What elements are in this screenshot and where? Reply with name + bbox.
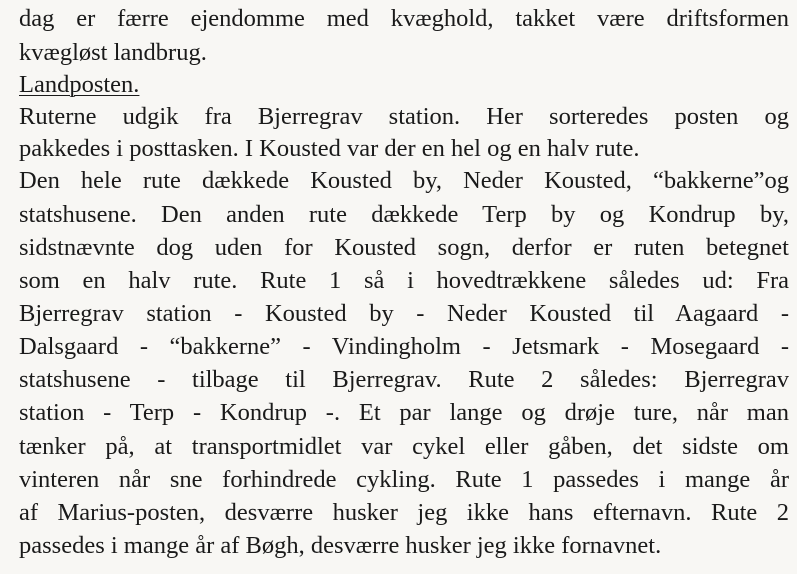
text-line-8: sidstnævnte dog uden for Kousted sogn, derfor er ruten betegnet [19, 234, 789, 261]
text-line-2: kvægløst landbrug. [19, 39, 207, 66]
text-line-10: Bjerregrav station - Kousted by - Neder Kousted til Aagaard - [19, 300, 789, 327]
text-line-4: Ruterne udgik fra Bjerregrav station. Her sorteredes posten og [19, 103, 789, 130]
text-line-11: Dalsgaard - “bakkerne” - Vindingholm - Jetsmark - Mosegaard - [19, 333, 789, 360]
text-line-14: tænker på, at transportmidlet var cykel eller gåben, det sidste om [19, 433, 789, 460]
text-line-5: pakkedes i posttasken. I Kousted var der en hel og en halv rute. [19, 135, 640, 162]
text-line-1: dag er færre ejendomme med kvæghold, takket være driftsformen [19, 5, 789, 32]
text-line-16: af Marius-posten, desværre husker jeg ikke hans efternavn. Rute 2 [19, 499, 789, 526]
text-line-9: som en halv rute. Rute 1 så i hovedtrækkene således ud: Fra [19, 267, 789, 294]
text-line-17: passedes i mange år af Bøgh, desværre husker jeg ikke fornavnet. [19, 532, 662, 559]
text-line-15: vinteren når sne forhindrede cykling. Rute 1 passedes i mange år [19, 466, 789, 493]
text-line-13: station - Terp - Kondrup -. Et par lange og drøje ture, når man [19, 399, 789, 426]
text-line-6: Den hele rute dækkede Kousted by, Neder Kousted, “bakkerne”og [19, 167, 789, 194]
text-line-7: statshusene. Den anden rute dækkede Terp by og Kondrup by, [19, 201, 789, 228]
text-line-12: statshusene - tilbage til Bjerregrav. Rute 2 således: Bjerregrav [19, 366, 789, 393]
section-heading: Landposten. [19, 71, 140, 98]
